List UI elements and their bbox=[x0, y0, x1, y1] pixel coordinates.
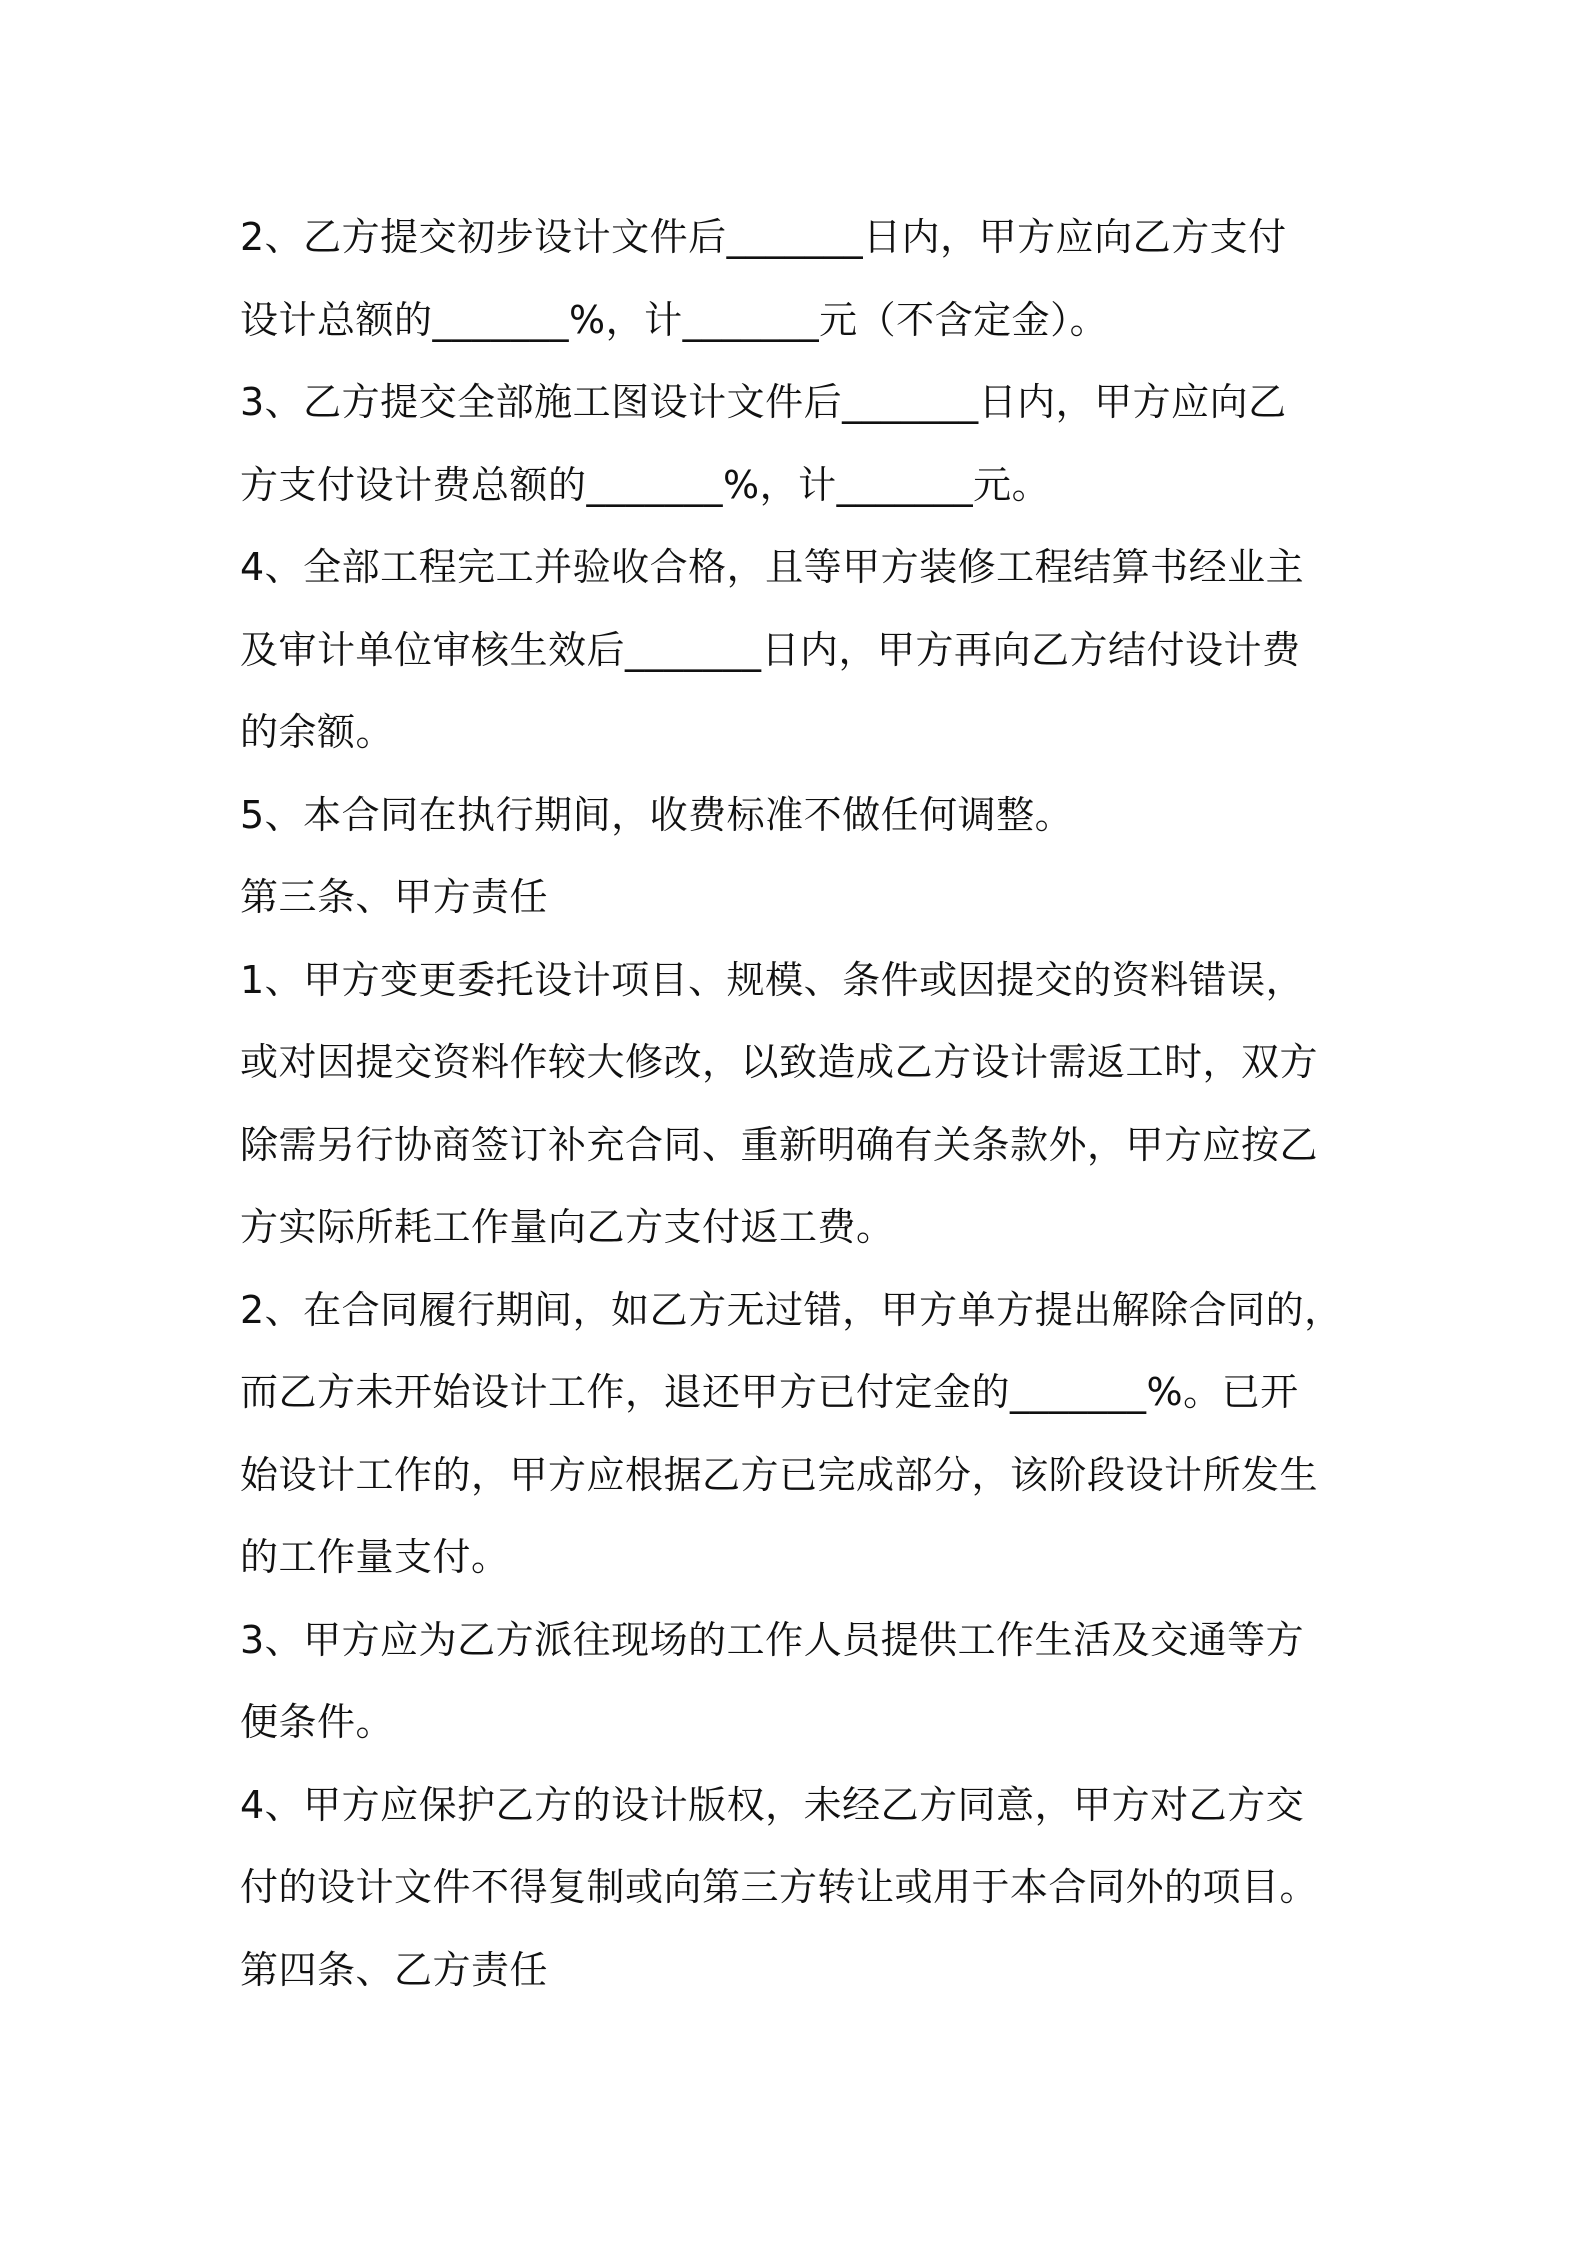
text-line: 2、在合同履行期间，如乙方无过错，甲方单方提出解除合同的， bbox=[240, 1287, 1343, 1332]
text-line: 付的设计文件不得复制或向第三方转让或用于本合同外的项目。 bbox=[240, 1865, 1319, 1909]
text-line: 便条件。 bbox=[240, 1700, 395, 1744]
text-line: 方实际所耗工作量向乙方支付返工费。 bbox=[240, 1205, 895, 1249]
text-line: 3、乙方提交全部施工图设计文件后_______日内，甲方应向乙 bbox=[240, 380, 1287, 424]
text-line: 方支付设计费总额的_______%，计_______元。 bbox=[240, 462, 1051, 507]
text-line: 4、全部工程完工并验收合格，且等甲方装修工程结算书经业主 bbox=[240, 545, 1305, 589]
text-line: 始设计工作的，甲方应根据乙方已完成部分，该阶段设计所发生 bbox=[240, 1452, 1319, 1497]
document-page bbox=[240, 196, 1380, 2011]
text-line: 3、甲方应为乙方派往现场的工作人员提供工作生活及交通等方 bbox=[240, 1617, 1305, 1662]
section-heading: 第三条、甲方责任 bbox=[240, 875, 549, 919]
text-line: 除需另行协商签订补充合同、重新明确有关条款外，甲方应按乙 bbox=[240, 1122, 1319, 1167]
text-line: 1、甲方变更委托设计项目、规模、条件或因提交的资料错误， bbox=[240, 957, 1305, 1002]
text-line: 的工作量支付。 bbox=[240, 1535, 510, 1579]
text-line: 而乙方未开始设计工作，退还甲方已付定金的_______%。已开 bbox=[240, 1370, 1299, 1414]
text-line: 2、乙方提交初步设计文件后_______日内，甲方应向乙方支付 bbox=[240, 215, 1287, 259]
text-line: 或对因提交资料作较大修改，以致造成乙方设计需返工时，双方 bbox=[240, 1040, 1319, 1084]
text-line: 设计总额的_______%，计_______元（不含定金）。 bbox=[240, 297, 1109, 342]
section-heading: 第四条、乙方责任 bbox=[240, 1947, 549, 1992]
text-line: 的余额。 bbox=[240, 710, 395, 754]
text-line: 5、本合同在执行期间，收费标准不做任何调整。 bbox=[240, 792, 1074, 837]
text-line: 4、甲方应保护乙方的设计版权，未经乙方同意，甲方对乙方交 bbox=[240, 1782, 1305, 1827]
text-line: 及审计单位审核生效后_______日内，甲方再向乙方结付设计费 bbox=[240, 627, 1301, 672]
